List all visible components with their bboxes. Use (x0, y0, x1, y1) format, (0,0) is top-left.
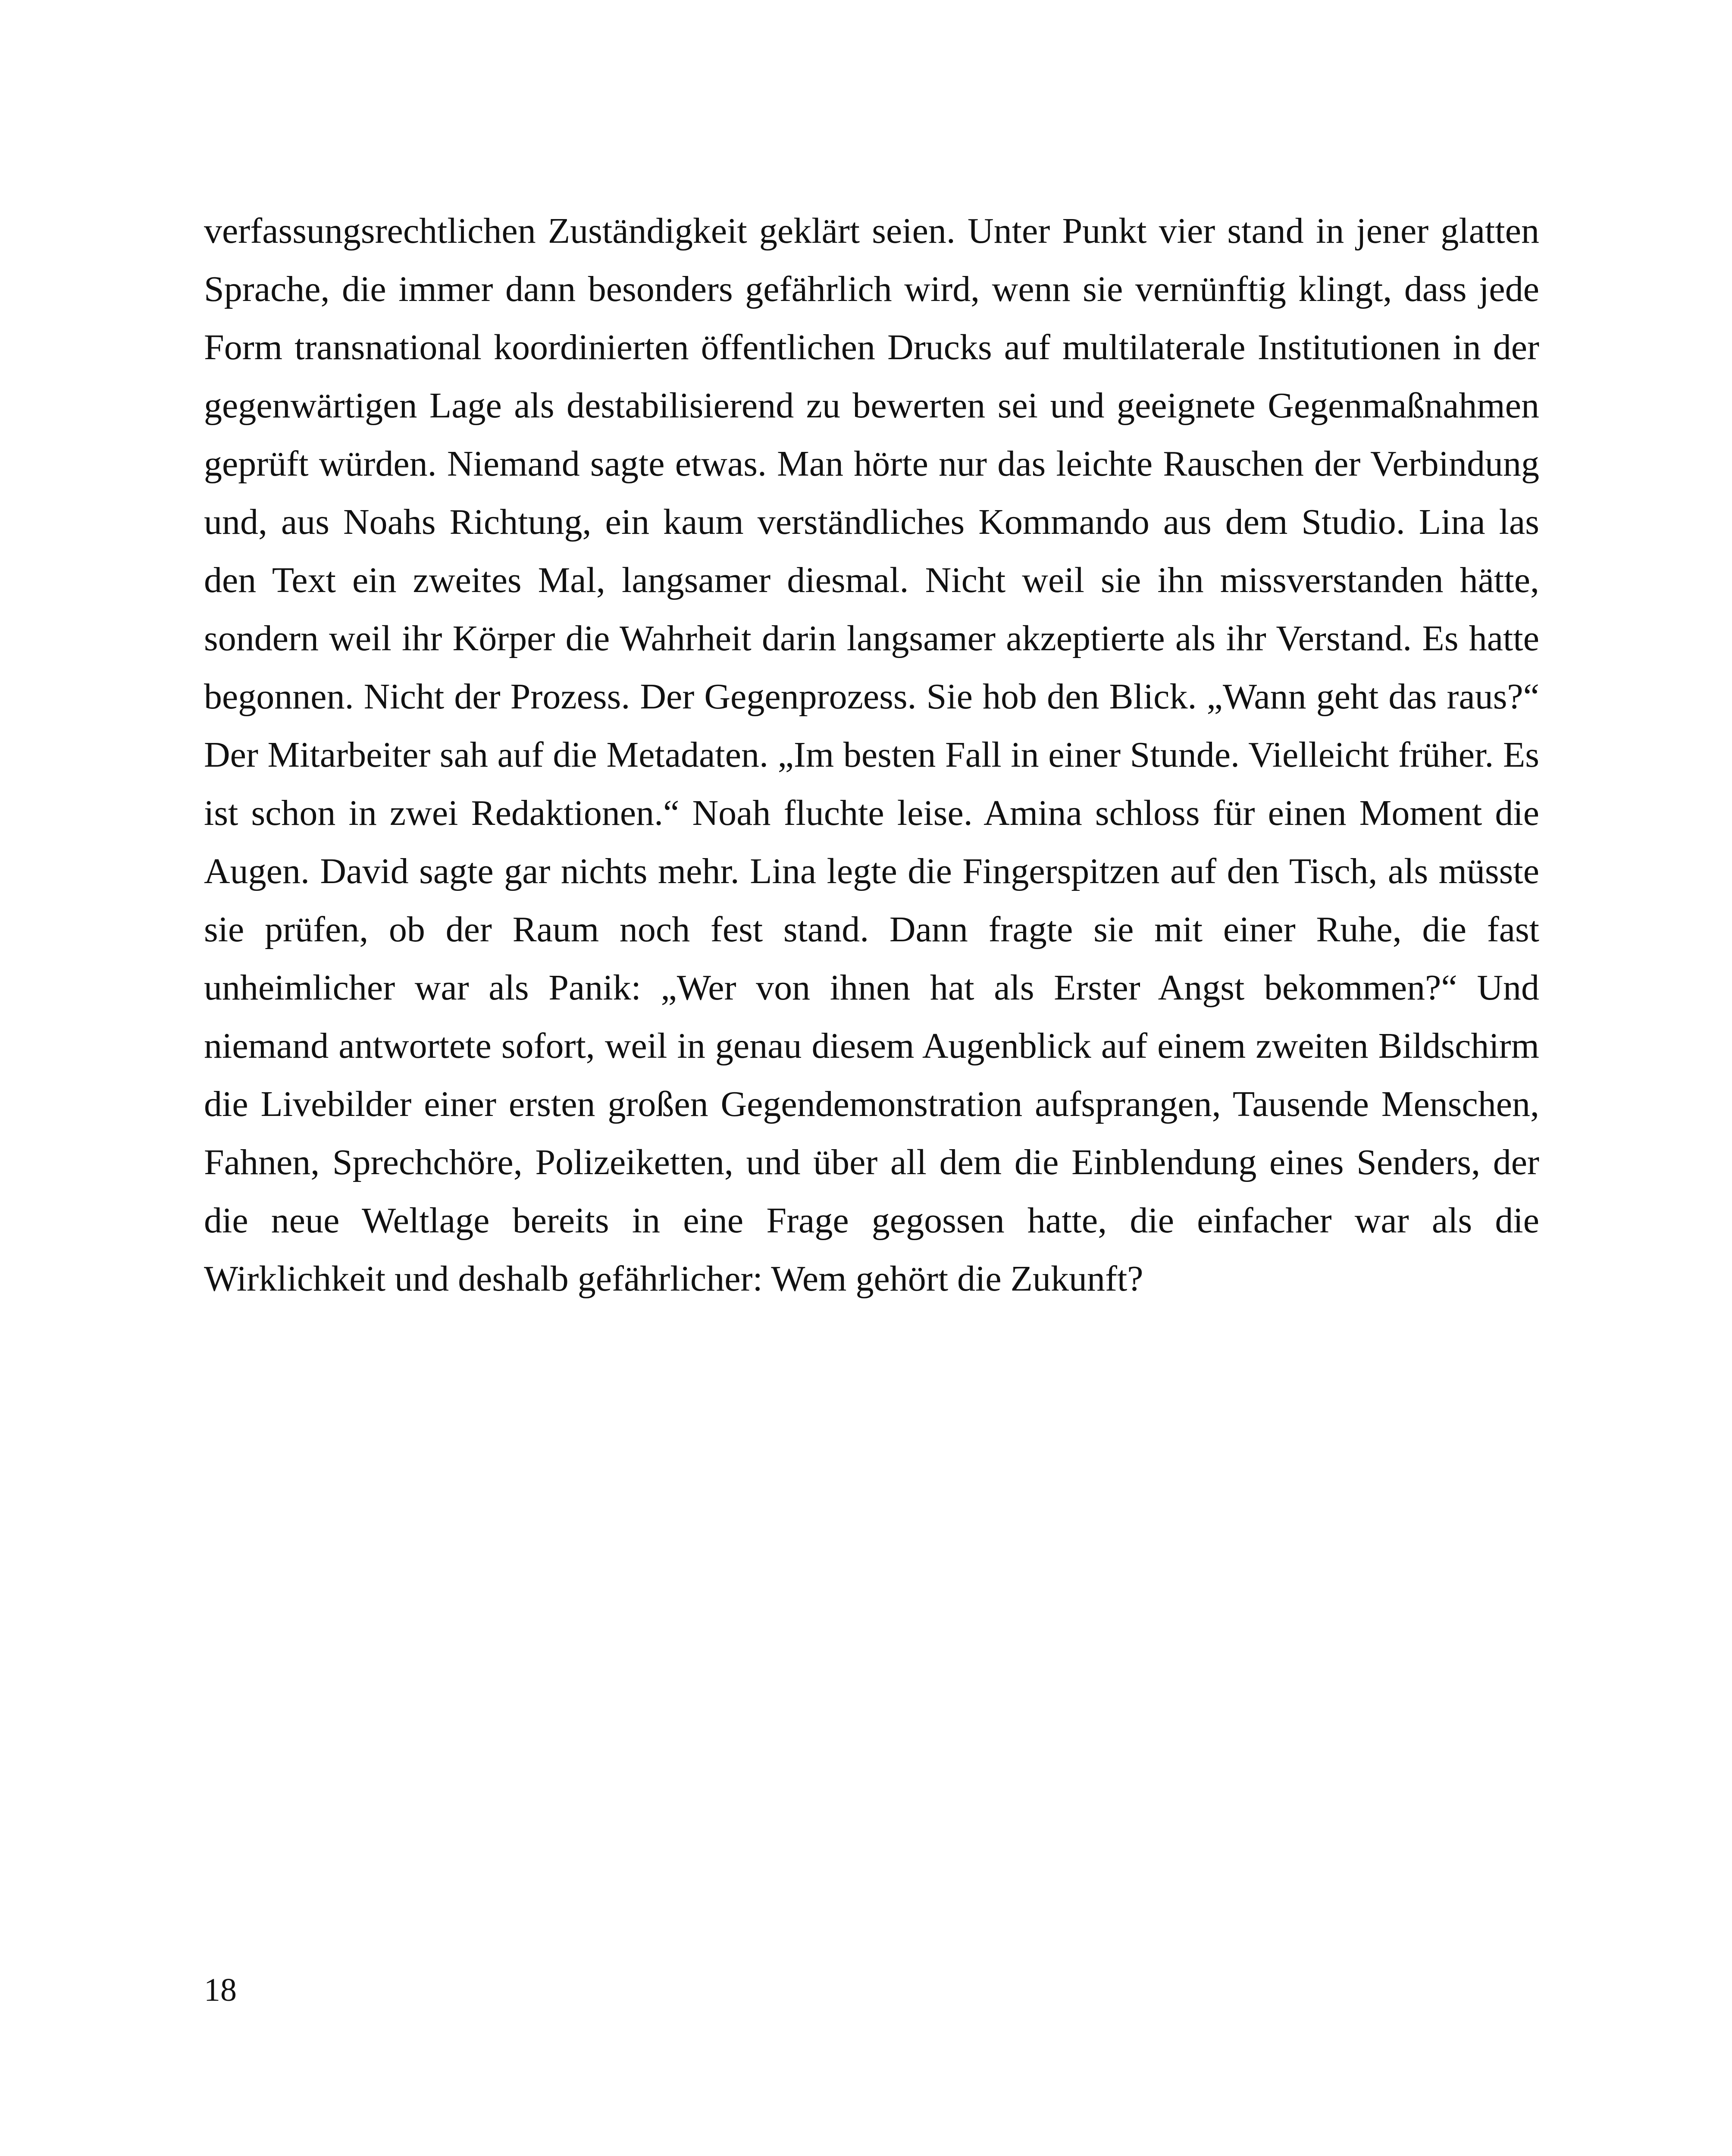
body-paragraph: verfassungsrechtlichen Zuständigkeit geklärt seien. Unter Punkt vier stand in jener glatten Sprache, die immer dann besonders gefährlich wird, wenn sie vernünftig klingt, dass jede Form transnational koordinierten öffentlichen Drucks auf multilaterale Institutionen in der gegenwärtigen Lage als destabilisierend zu bewerten sei und geeignete Gegenmaßnahmen geprüft würden. Niemand sagte etwas. Man hörte nur das leichte Rauschen der Verbindung und, aus Noahs Richtung, ein kaum verständliches Kommando aus dem Studio. Lina las den Text ein zweites Mal, langsamer diesmal. Nicht weil sie ihn missverstanden hätte, sondern weil ihr Körper die Wahrheit darin langsamer akzeptierte als ihr Verstand. Es hatte begonnen. Nicht der Prozess. Der Gegenprozess. Sie hob den Blick. „Wann geht das raus?“ Der Mitarbeiter sah auf die Metadaten. „Im besten Fall in einer Stunde. Vielleicht früher. Es ist schon in zwei Redaktionen.“ Noah fluchte leise. Amina schloss für einen Moment die Augen. David sagte gar nichts mehr. Lina legte die Fingerspitzen auf den Tisch, als müsste sie prüfen, ob der Raum noch fest stand. Dann fragte sie mit einer Ruhe, die fast unheimlicher war als Panik: „Wer von ihnen hat als Erster Angst bekommen?“ Und niemand antwortete sofort, weil in genau diesem Augenblick auf einem zweiten Bildschirm die Livebilder einer ersten großen Gegendemonstration aufsprangen, Tausende Menschen, Fahnen, Sprechchöre, Polizeiketten, und über all dem die Einblendung eines Senders, der die neue Weltlage bereits in eine Frage gegossen hatte, die einfacher war als die Wirklichkeit und deshalb gefährlicher: Wem gehört die Zukunft? (204, 211, 1539, 1299)
page-number: 18 (204, 1972, 237, 2008)
